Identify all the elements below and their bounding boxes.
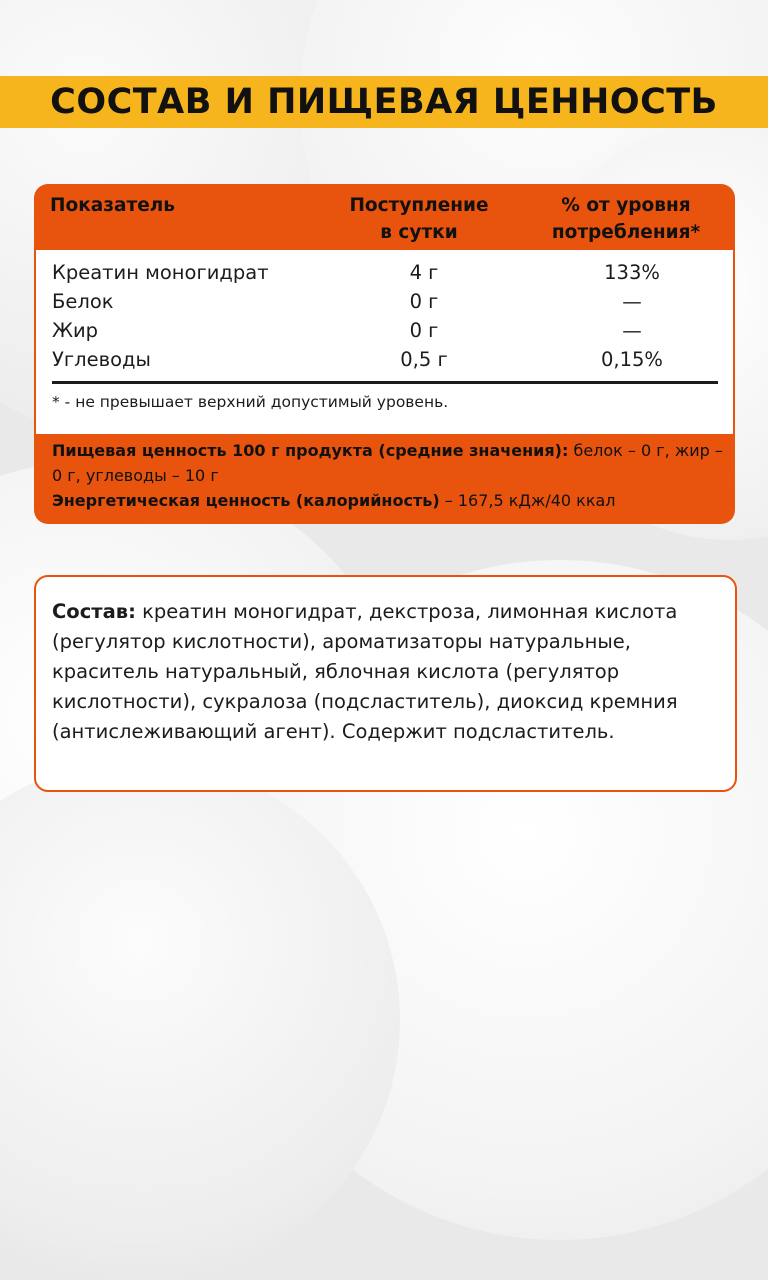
nutrition-line-2 (52, 488, 724, 513)
table-row (36, 345, 733, 374)
table-header (34, 184, 735, 250)
header-daily-line1: Поступление (349, 195, 489, 216)
row-daily: 0 г (409, 290, 439, 313)
row-daily: 0 г (409, 319, 439, 342)
nutrition-value-1: белок – 0 г, жир – 0 г, углеводы – 10 г (52, 441, 723, 485)
row-name: Жир (52, 319, 99, 342)
composition-text (52, 597, 724, 747)
composition-ingredients: креатин моногидрат, декстроза, лимонная кислота (регулятор кислотности), ароматизаторы натуральные, краситель натуральный, яблочная кислота (регулятор кислотности), сукралоза (подсластитель), диоксид кремния (антислеживающий агент). Содержит подсластитель. (52, 600, 678, 743)
table-row (36, 258, 733, 287)
header-pct-line2: потребления* (551, 222, 701, 243)
header-percent-intake (520, 192, 732, 246)
nutrition-line-1 (52, 438, 724, 488)
page-title: СОСТАВ И ПИЩЕВАЯ ЦЕННОСТЬ (50, 82, 718, 122)
row-pct: — (622, 290, 642, 313)
row-pct: — (622, 319, 642, 342)
row-name: Углеводы (52, 348, 151, 371)
table-divider (52, 381, 718, 384)
header-daily-line2: в сутки (380, 222, 458, 243)
nutrition-facts (52, 438, 724, 513)
row-pct: 133% (604, 261, 660, 284)
row-pct: 0,15% (601, 348, 663, 371)
header-daily-intake (324, 192, 514, 246)
composition-label: Состав: (52, 600, 136, 623)
table-body (36, 250, 733, 434)
energy-value: – 167,5 кДж/40 ккал (439, 491, 616, 510)
row-daily: 4 г (409, 261, 439, 284)
row-name: Креатин моногидрат (52, 261, 269, 284)
composition-card (34, 575, 737, 792)
nutrition-table-card (34, 184, 735, 524)
row-daily: 0,5 г (400, 348, 448, 371)
row-name: Белок (52, 290, 114, 313)
header-indicator: Показатель (50, 195, 175, 216)
table-row (36, 316, 733, 345)
energy-label: Энергетическая ценность (калорийность) (52, 491, 440, 510)
header-pct-line1: % от уровня (561, 195, 691, 216)
footnote: * - не превышает верхний допустимый уровень. (52, 393, 449, 411)
nutrition-label-1: Пищевая ценность 100 г продукта (средние значения): (52, 441, 569, 460)
table-row (36, 287, 733, 316)
